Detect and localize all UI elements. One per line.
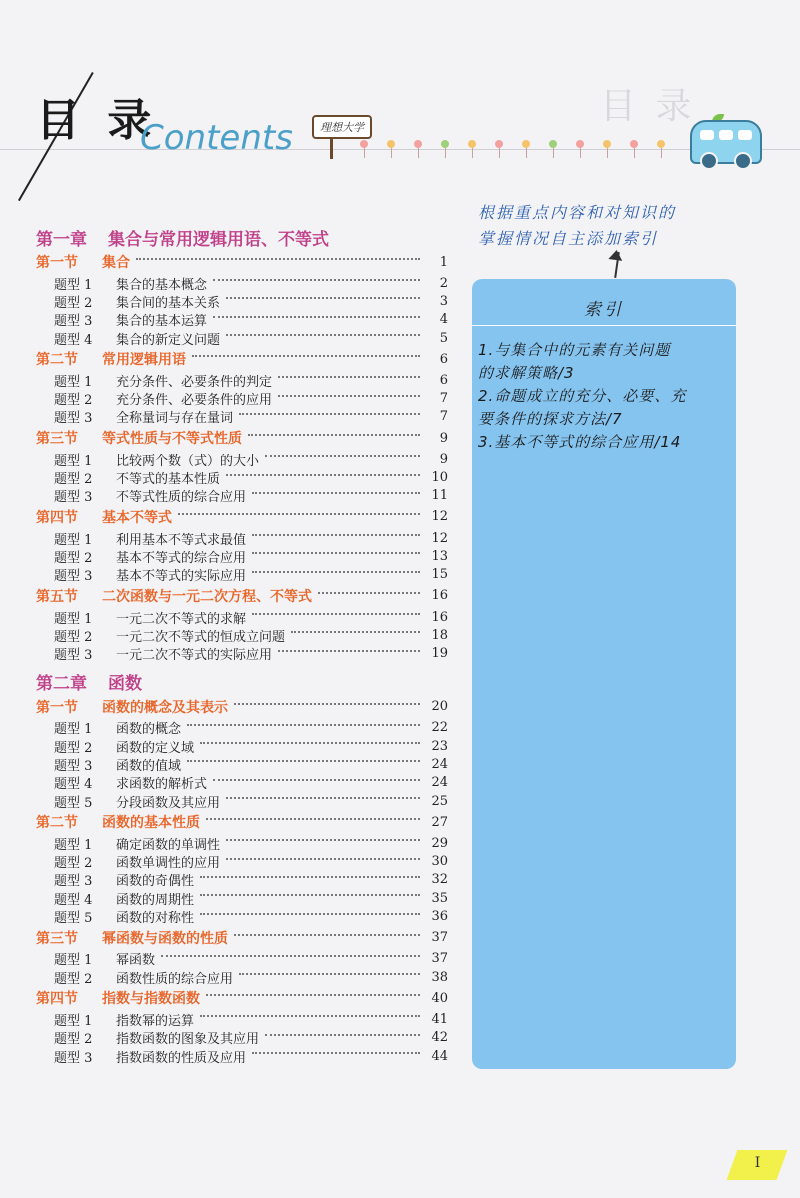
index-panel-items xyxy=(478,339,732,454)
page-ref: 42 xyxy=(431,1030,448,1046)
flower-dot xyxy=(630,140,638,148)
dot-leader xyxy=(278,650,420,652)
topic-title: 充分条件、必要条件的应用 xyxy=(116,393,273,409)
flower-stem xyxy=(553,148,554,158)
topic-number: 题型 2 xyxy=(54,550,93,566)
page-ref: 32 xyxy=(431,872,448,888)
topic-row xyxy=(36,626,448,644)
dot-leader xyxy=(213,316,420,318)
page-ref: 15 xyxy=(431,567,448,583)
topic-row xyxy=(36,547,448,565)
section-title: 等式性质与不等式性质 xyxy=(102,431,242,448)
page-ref: 6 xyxy=(439,351,448,367)
topic-number: 题型 4 xyxy=(54,892,93,908)
topic-title: 不等式的基本性质 xyxy=(116,472,221,488)
topic-number: 题型 2 xyxy=(54,971,93,987)
topic-row xyxy=(36,389,448,407)
page-ref: 20 xyxy=(431,699,448,715)
topic-number: 题型 3 xyxy=(54,874,93,890)
flower-stem xyxy=(499,148,500,158)
topic-row xyxy=(36,274,448,292)
sign-label: 理想大学 xyxy=(312,115,372,139)
page-ref: 23 xyxy=(431,738,448,754)
section-number: 第二节 xyxy=(36,815,78,832)
dot-leader xyxy=(252,613,420,615)
topic-row xyxy=(36,644,448,662)
flower-stem xyxy=(526,148,527,158)
topic-title: 指数函数的性质及应用 xyxy=(116,1050,247,1066)
section-title: 幂函数与函数的性质 xyxy=(102,930,228,947)
dot-leader xyxy=(192,355,420,357)
topic-row xyxy=(36,1029,448,1047)
topic-row xyxy=(36,889,448,907)
topic-title: 求函数的解析式 xyxy=(116,777,208,793)
dot-leader xyxy=(234,934,420,936)
index-panel-rule xyxy=(472,325,736,326)
section-number: 第一节 xyxy=(36,255,78,271)
flower-stem xyxy=(661,148,662,158)
section-row xyxy=(36,695,448,719)
topic-row xyxy=(36,737,448,755)
topic-row xyxy=(36,853,448,871)
page-title-en: Contents xyxy=(140,118,293,158)
topic-row xyxy=(36,371,448,389)
page-ref: 10 xyxy=(431,470,448,486)
dot-leader xyxy=(291,631,420,633)
topic-title: 集合间的基本关系 xyxy=(116,295,221,311)
topic-number: 题型 2 xyxy=(54,472,93,488)
topic-number: 题型 3 xyxy=(54,759,93,774)
flower-dot xyxy=(657,140,665,148)
dot-leader xyxy=(226,797,420,799)
section-number: 第二节 xyxy=(36,352,78,369)
topic-title: 确定函数的单调性 xyxy=(116,837,221,853)
dot-leader xyxy=(318,592,420,594)
topic-number: 题型 2 xyxy=(54,393,93,409)
topic-title: 一元二次不等式的恒成立问题 xyxy=(116,629,286,645)
dot-leader xyxy=(206,994,420,996)
topic-title: 函数的周期性 xyxy=(116,892,195,908)
dot-leader xyxy=(278,395,420,397)
topic-row xyxy=(36,755,448,773)
page-ref: 27 xyxy=(431,814,448,830)
page-ref: 41 xyxy=(431,1011,448,1027)
chapter-title: 集合与常用逻辑用语、不等式 xyxy=(108,229,329,250)
page-ref: 36 xyxy=(431,909,448,925)
page-ref: 2 xyxy=(439,275,448,291)
topic-row xyxy=(36,608,448,626)
flower-stem xyxy=(418,148,419,158)
dot-leader xyxy=(200,1015,420,1017)
note-line: 掌握情况自主添加索引 xyxy=(478,229,659,248)
topic-row xyxy=(36,311,448,329)
section-number: 第五节 xyxy=(36,588,78,605)
topic-number: 题型 3 xyxy=(54,1050,93,1066)
dot-leader xyxy=(265,1034,420,1036)
topic-row xyxy=(36,487,448,505)
topic-title: 函数的奇偶性 xyxy=(116,874,195,890)
ghost-title: 目 录 xyxy=(600,86,696,127)
page-ref: 12 xyxy=(431,509,448,525)
page-ref: 13 xyxy=(431,548,448,564)
flower-dots-decoration xyxy=(350,140,690,160)
index-panel xyxy=(472,279,736,1069)
topic-title: 函数性质的综合应用 xyxy=(116,971,234,987)
section-row xyxy=(36,584,448,608)
page-ref: 12 xyxy=(431,530,448,546)
dot-leader xyxy=(278,376,420,378)
page-ref: 7 xyxy=(439,409,448,425)
topic-row xyxy=(36,329,448,347)
topic-number: 题型 2 xyxy=(54,856,93,872)
bus-icon xyxy=(690,120,762,164)
topic-title: 函数的定义域 xyxy=(116,740,195,756)
topic-title: 函数的值域 xyxy=(116,759,182,774)
topic-row xyxy=(36,792,448,810)
topic-title: 函数单调性的应用 xyxy=(116,856,221,872)
topic-title: 集合的基本运算 xyxy=(116,314,208,330)
flower-stem xyxy=(607,148,608,158)
topic-row xyxy=(36,950,448,968)
flower-dot xyxy=(360,140,368,148)
dot-leader xyxy=(187,760,420,762)
dot-leader xyxy=(226,297,420,299)
topic-title: 基本不等式的实际应用 xyxy=(116,569,247,585)
topic-number: 题型 3 xyxy=(54,648,93,664)
section-title: 基本不等式 xyxy=(102,509,172,526)
topic-number: 题型 1 xyxy=(54,453,93,469)
topic-title: 充分条件、必要条件的判定 xyxy=(116,374,273,390)
handwritten-note xyxy=(478,200,738,252)
page-ref: 16 xyxy=(431,609,448,625)
chapter-number: 第二章 xyxy=(36,674,87,695)
topic-title: 一元二次不等式的求解 xyxy=(116,611,247,627)
topic-number: 题型 5 xyxy=(54,911,93,927)
topic-row xyxy=(36,774,448,792)
index-panel-title: 索引 xyxy=(584,300,624,320)
topic-row xyxy=(36,1010,448,1028)
dot-leader xyxy=(226,839,420,841)
topic-number: 题型 1 xyxy=(54,837,93,853)
dot-leader xyxy=(206,818,420,820)
index-entry-line: 2.命题成立的充分、必要、充 xyxy=(478,387,687,405)
dot-leader xyxy=(213,779,420,781)
page-ref: 7 xyxy=(439,391,448,407)
topic-number: 题型 1 xyxy=(54,953,93,969)
topic-row xyxy=(36,408,448,426)
topic-number: 题型 2 xyxy=(54,740,93,756)
topic-row xyxy=(36,907,448,925)
page-ref: 4 xyxy=(439,312,448,328)
section-row xyxy=(36,426,448,450)
page-number: I xyxy=(754,1155,761,1171)
page-ref: 25 xyxy=(431,793,448,809)
topic-number: 题型 1 xyxy=(54,374,93,390)
page-ref: 30 xyxy=(431,854,448,870)
flower-dot xyxy=(414,140,422,148)
page-ref: 37 xyxy=(431,951,448,967)
index-entry-line: 3.基本不等式的综合应用/14 xyxy=(478,433,682,451)
topic-title: 集合的基本概念 xyxy=(116,277,208,293)
topic-number: 题型 1 xyxy=(54,1013,93,1029)
dot-leader xyxy=(248,434,420,436)
dot-leader xyxy=(213,279,420,281)
note-line: 根据重点内容和对知识的 xyxy=(478,203,677,222)
dot-leader xyxy=(239,413,420,415)
topic-row xyxy=(36,468,448,486)
flower-stem xyxy=(634,148,635,158)
topic-title: 指数函数的图象及其应用 xyxy=(116,1032,260,1048)
topic-title: 集合的新定义问题 xyxy=(116,332,221,348)
page-ref: 19 xyxy=(431,646,448,662)
section-number: 第四节 xyxy=(36,991,78,1008)
dot-leader xyxy=(200,913,420,915)
flower-dot xyxy=(576,140,584,148)
page-ref: 38 xyxy=(431,969,448,985)
topic-row xyxy=(36,529,448,547)
dot-leader xyxy=(252,571,420,573)
page-ref: 35 xyxy=(431,890,448,906)
topic-title: 指数幂的运算 xyxy=(116,1013,195,1029)
topic-number: 题型 3 xyxy=(54,314,93,330)
topic-number: 题型 4 xyxy=(54,332,93,348)
flower-dot xyxy=(603,140,611,148)
dot-leader xyxy=(252,534,420,536)
dot-leader xyxy=(187,724,420,726)
dot-leader xyxy=(200,876,420,878)
dot-leader xyxy=(178,513,420,515)
page-ref: 6 xyxy=(439,372,448,388)
flower-dot xyxy=(468,140,476,148)
topic-row xyxy=(36,292,448,310)
arrow-head-icon xyxy=(608,249,623,261)
page-ref: 1 xyxy=(439,254,448,270)
flower-stem xyxy=(391,148,392,158)
dot-leader xyxy=(252,552,420,554)
section-title: 常用逻辑用语 xyxy=(102,352,186,369)
topic-title: 全称量词与存在量词 xyxy=(116,411,234,427)
topic-row xyxy=(36,719,448,737)
topic-number: 题型 2 xyxy=(54,629,93,645)
dot-leader xyxy=(226,334,420,336)
page-title: 目 录 xyxy=(36,95,158,146)
section-row xyxy=(36,347,448,371)
flower-dot xyxy=(549,140,557,148)
chapter-heading xyxy=(36,669,448,695)
section-title: 指数与指数函数 xyxy=(102,991,200,1008)
page-ref: 29 xyxy=(431,835,448,851)
flower-stem xyxy=(445,148,446,158)
dot-leader xyxy=(252,492,420,494)
page-ref: 16 xyxy=(431,588,448,604)
topic-row xyxy=(36,968,448,986)
page-ref: 3 xyxy=(439,293,448,309)
dot-leader xyxy=(226,474,420,476)
chapter-title: 函数 xyxy=(108,674,142,695)
flower-stem xyxy=(580,148,581,158)
chapter-number: 第一章 xyxy=(36,229,87,250)
index-entry-line: 1.与集合中的元素有关问题 xyxy=(478,341,671,359)
dot-leader xyxy=(265,455,420,457)
table-of-contents xyxy=(36,222,448,1065)
topic-title: 比较两个数（式）的大小 xyxy=(116,453,260,469)
topic-number: 题型 1 xyxy=(54,722,93,738)
index-entry-line: 的求解策略/3 xyxy=(478,364,575,382)
dot-leader xyxy=(226,858,420,860)
flower-dot xyxy=(522,140,530,148)
page-ref: 5 xyxy=(439,330,448,346)
section-row xyxy=(36,986,448,1010)
topic-row xyxy=(36,1047,448,1065)
section-title: 函数的概念及其表示 xyxy=(102,699,228,716)
topic-number: 题型 1 xyxy=(54,611,93,627)
section-number: 第三节 xyxy=(36,930,78,947)
topic-number: 题型 3 xyxy=(54,490,93,506)
topic-title: 函数的概念 xyxy=(116,722,182,738)
topic-title: 利用基本不等式求最值 xyxy=(116,532,247,548)
page-ref: 24 xyxy=(431,775,448,791)
flower-dot xyxy=(387,140,395,148)
section-title: 函数的基本性质 xyxy=(102,815,200,832)
page-number-badge xyxy=(727,1150,788,1180)
topic-number: 题型 1 xyxy=(54,277,93,293)
topic-number: 题型 4 xyxy=(54,777,93,793)
topic-title: 函数的对称性 xyxy=(116,911,195,927)
topic-number: 题型 3 xyxy=(54,411,93,427)
dot-leader xyxy=(252,1052,420,1054)
page-ref: 9 xyxy=(439,451,448,467)
topic-title: 基本不等式的综合应用 xyxy=(116,550,247,566)
page-ref: 18 xyxy=(431,627,448,643)
dot-leader xyxy=(200,742,420,744)
chapter-heading xyxy=(36,224,448,250)
page-ref: 44 xyxy=(431,1048,448,1064)
index-entry-line: 要条件的探求方法/7 xyxy=(478,410,623,428)
section-number: 第一节 xyxy=(36,699,78,716)
page-ref: 22 xyxy=(431,720,448,736)
topic-number: 题型 3 xyxy=(54,569,93,585)
topic-number: 题型 2 xyxy=(54,295,93,311)
topic-row xyxy=(36,566,448,584)
topic-number: 题型 2 xyxy=(54,1032,93,1048)
dot-leader xyxy=(234,703,420,705)
dot-leader xyxy=(136,258,420,260)
section-row xyxy=(36,926,448,950)
dot-leader xyxy=(200,894,420,896)
topic-number: 题型 1 xyxy=(54,532,93,548)
topic-row xyxy=(36,871,448,889)
flower-stem xyxy=(472,148,473,158)
section-row xyxy=(36,505,448,529)
topic-number: 题型 5 xyxy=(54,795,93,811)
flower-dot xyxy=(495,140,503,148)
topic-title: 幂函数 xyxy=(116,953,156,969)
dot-leader xyxy=(161,955,420,957)
page-ref: 9 xyxy=(439,430,448,446)
section-title: 二次函数与一元二次方程、不等式 xyxy=(102,588,312,605)
page-ref: 24 xyxy=(431,756,448,772)
section-row xyxy=(36,250,448,274)
topic-title: 一元二次不等式的实际应用 xyxy=(116,648,273,664)
dot-leader xyxy=(239,973,420,975)
topic-title: 分段函数及其应用 xyxy=(116,795,221,811)
page-ref: 37 xyxy=(431,930,448,946)
topic-row xyxy=(36,450,448,468)
flower-stem xyxy=(364,148,365,158)
flower-dot xyxy=(441,140,449,148)
page-ref: 40 xyxy=(431,990,448,1006)
section-title: 集合 xyxy=(102,255,130,271)
section-row xyxy=(36,810,448,834)
topic-title: 不等式性质的综合应用 xyxy=(116,490,247,506)
section-number: 第四节 xyxy=(36,509,78,526)
section-number: 第三节 xyxy=(36,431,78,448)
topic-row xyxy=(36,834,448,852)
page-ref: 11 xyxy=(431,488,448,504)
